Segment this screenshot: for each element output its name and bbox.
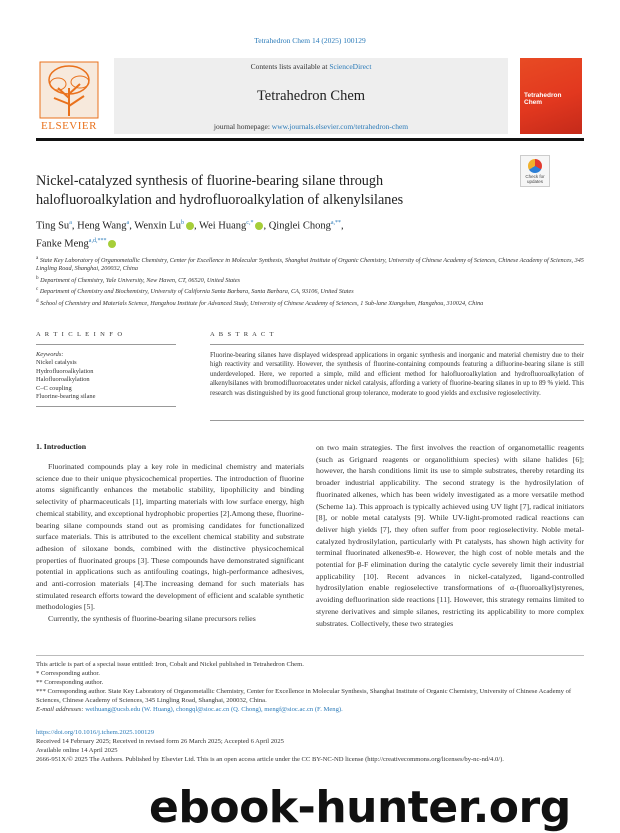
keyword: Halofluoroalkylation (36, 376, 90, 384)
keyword: C–C coupling (36, 384, 72, 392)
homepage-line: journal homepage: www.journals.elsevier.com/tetrahedron-chem (213, 122, 409, 131)
body-column-left (36, 461, 304, 625)
keywords-list (36, 351, 176, 401)
affiliation: $^b$ Department of Chemistry, Yale University, New Haven, CT, 06520, United States (36, 274, 241, 284)
received-dates: Received 14 February 2025; Received in revised form 26 March 2025; Accepted 6 April 2025 (36, 738, 284, 745)
orcid-icon[interactable] (108, 240, 116, 248)
divider (36, 406, 176, 407)
author-list: Ting Su$^a$, Heng Wang$^a$, Wenxin Lu$^b$ , Wei Huang$^{c,*}$ , Qinglei Chong$^{a,**}$, Fanke Meng$^{a,d,***}$ (36, 220, 344, 249)
keywords-label: Keywords: (36, 351, 64, 358)
check-for-updates-button[interactable] (520, 155, 550, 187)
crossmark-label: Check for updates (525, 174, 545, 184)
footnote: *** Corresponding author. State Key Laboratory of Organometallic Chemistry, Center for Excellence in Molecular Synthesis, Shanghai Institute of Organic Chemistry, University of Chinese Academy of Sciences, Chinese Academy of Sciences, 345 Lingling Road, Shanghai, 200032, China. (36, 688, 572, 704)
introduction-heading: 1. Introduction (36, 442, 87, 451)
affiliation: $^c$ Department of Chemistry and Biochemistry, University of California Santa Barbara, Santa Barbara, CA, 93106, United States (36, 286, 354, 296)
paragraph: on two main strategies. The first involves the reaction of organometallic reagents (such as Grignard reagents or organolithium species) with silane halides [6]; however, the harsh conditions limit its use to simple substrates, thereby retarding its broader industrial applicability. The second strategy is the hydrosilylation of fluorinated alkenes, which has been widely investigated as a more versatile method (Scheme 1a). This approach is typically achieved using UV light [7], radical initiators [8], or noble metal catalysts [9]. While UV-light-promoted radical reactions can deliver high yields [7], they often suffer from poor regioselectivity. Noble metal-catalyzed hydrosilylation, particularly with Pt catalysts, has shown high activity for terminal fluorinated alkenes9b-e. However, the high cost of noble metals and the potential for β-F elimination during the catalytic cycle severely limit their industrial applicability [10]. Recent advances in nickel-catalyzed, ligand-controlled hydrosilylation enable regioselective transformations of α-(fluoroalkyl)styrenes, avoiding defluorination side reactions [11]. However, this strategy remains limited to styrene derivatives and simple silanes, restricting its applicability to more complex substrates. Collectively, these two strategies (316, 443, 584, 628)
online-date: Available online 14 April 2025 (36, 747, 118, 754)
author[interactable]: Wei Huang (199, 220, 247, 232)
journal-title: Tetrahedron Chem (256, 88, 366, 104)
watermark: ebook-hunter.org (149, 782, 571, 833)
author[interactable]: Heng Wang (77, 220, 127, 232)
paragraph: Fluorinated compounds play a key role in medicinal chemistry and materials science due to their unique physicochemical properties. The introduction of fluorine atoms significantly enhances the metabolic stability, lipophilicity and binding selectivity of pharmaceuticals [1], imparting materials with low surface energy, high chemical stability, and exceptional hydrophobic properties [2].Among these, fluorine-bearing silane compounds stand out as promising candidates for functionalized surface materials. This is attributed to the excellent chemical stability and substrate adhesion of siloxane bonds, combined with the distinctive physicochemical properties of fluorinated groups [3]. These compounds have demonstrated significant potential in applications such as antifouling coatings, high-performance adhesives, and anti-corrosion materials [4].The increasing demand for such materials has stimulated research efforts toward the development of efficient and scalable synthetic methodologies [5]. (36, 462, 304, 612)
author[interactable]: Ting Su (36, 220, 70, 232)
cover-title: Tetrahedron Chem (524, 92, 562, 106)
affiliations (36, 254, 584, 308)
article-title: Nickel-catalyzed synthesis of fluorine-bearing silane through halofluoroalkylation and hydrofluoroalkylation of alkenylsilanes (36, 173, 404, 208)
email-links[interactable]: weihuang@ucsb.edu (W. Huang), chongql@sioc.ac.cn (Q. Chong), mengf@sioc.ac.cn (F. Meng). (85, 706, 343, 713)
divider (210, 420, 584, 421)
crossmark-icon (528, 159, 542, 173)
paragraph: Currently, the synthesis of fluorine-bearing silane precursors relies (48, 614, 256, 624)
footnote: This article is part of a special issue entitled: Iron, Cobalt and Nickel published in Tetrahedron Chem. (36, 661, 304, 668)
header-rule (36, 138, 584, 141)
author[interactable]: Fanke Meng (36, 238, 89, 249)
abstract-text: Fluorine-bearing silanes have displayed widespread applications in organic synthesis and inorganic and material chemistry due to their high reactivity and versatility. However, the synthesis of fluorine-containing compounds featuring a difluorine-bearing silane is still underdeveloped. Here, we reported a simple, mild and efficient method for halofluoroalkylation and hydrofluoroalkylation of alkenylsilanes with bromodifluoroacetates under nickel catalysis, affording a variety of fluorine-bearing silanes in up to 89 % yield. This research was distinguished by its good functional group tolerance, moderate to good yields and exclusive regioselectivity. (210, 352, 584, 397)
doi-link[interactable]: https://doi.org/10.1016/j.tchem.2025.100129 (36, 729, 155, 736)
journal-info-box (114, 58, 508, 134)
journal-banner (36, 52, 584, 138)
publisher-name: ELSEVIER (41, 120, 97, 132)
divider (36, 344, 176, 345)
footnote: * Corresponding author. (36, 670, 100, 677)
journal-cover-image[interactable] (520, 58, 582, 134)
keyword: Fluorine-bearing silane (36, 393, 96, 401)
footnote: ** Corresponding author. (36, 679, 104, 686)
article-info-heading: A R T I C L E I N F O (36, 331, 124, 338)
abstract-heading: A B S T R A C T (210, 331, 275, 338)
contents-line: Contents lists available at ScienceDirect (250, 62, 372, 71)
affiliation: $^d$ School of Chemistry and Materials Science, Hangzhou Institute for Advanced Study, University of Chinese Academy of Sciences, 1 Sub-lane Xiangshan, Hangzhou, 310024, China (36, 297, 484, 307)
affiliation: $^a$ State Key Laboratory of Organometallic Chemistry, Center for Excellence in Molecular Synthesis, Shanghai Institute of Organic Chemistry, University of Chinese Academy of Sciences, Chinese Academy of Sciences, 345 Lingling Road, Shanghai, 200032, China (36, 255, 584, 273)
body-column-right (316, 442, 584, 629)
publication-info (36, 728, 584, 764)
journal-reference[interactable]: Tetrahedron Chem 14 (2025) 100129 (254, 36, 366, 45)
keyword: Nickel catalysis (36, 359, 77, 367)
homepage-link[interactable]: www.journals.elsevier.com/tetrahedron-chem (271, 122, 409, 131)
divider (210, 344, 584, 345)
email-addresses: E-mail addresses: weihuang@ucsb.edu (W. Huang), chongql@sioc.ac.cn (Q. Chong), mengf@sioc.ac.cn (F. Meng). (36, 706, 343, 713)
license-text: 2666-951X/© 2025 The Authors. Published by Elsevier Ltd. This is an open access article under the CC BY-NC-ND license (http://creativecommons.org/licenses/by-nc-nd/4.0/). (36, 756, 504, 763)
footnotes (36, 660, 584, 714)
footnote-divider (36, 655, 584, 656)
author[interactable]: Wenxin Lu (134, 220, 181, 232)
sciencedirect-link[interactable]: ScienceDirect (329, 62, 372, 71)
keyword: Hydrofluoroalkylation (36, 367, 94, 375)
orcid-icon[interactable] (255, 222, 263, 230)
orcid-icon[interactable] (186, 222, 194, 230)
author[interactable]: Qinglei Chong (268, 220, 331, 232)
